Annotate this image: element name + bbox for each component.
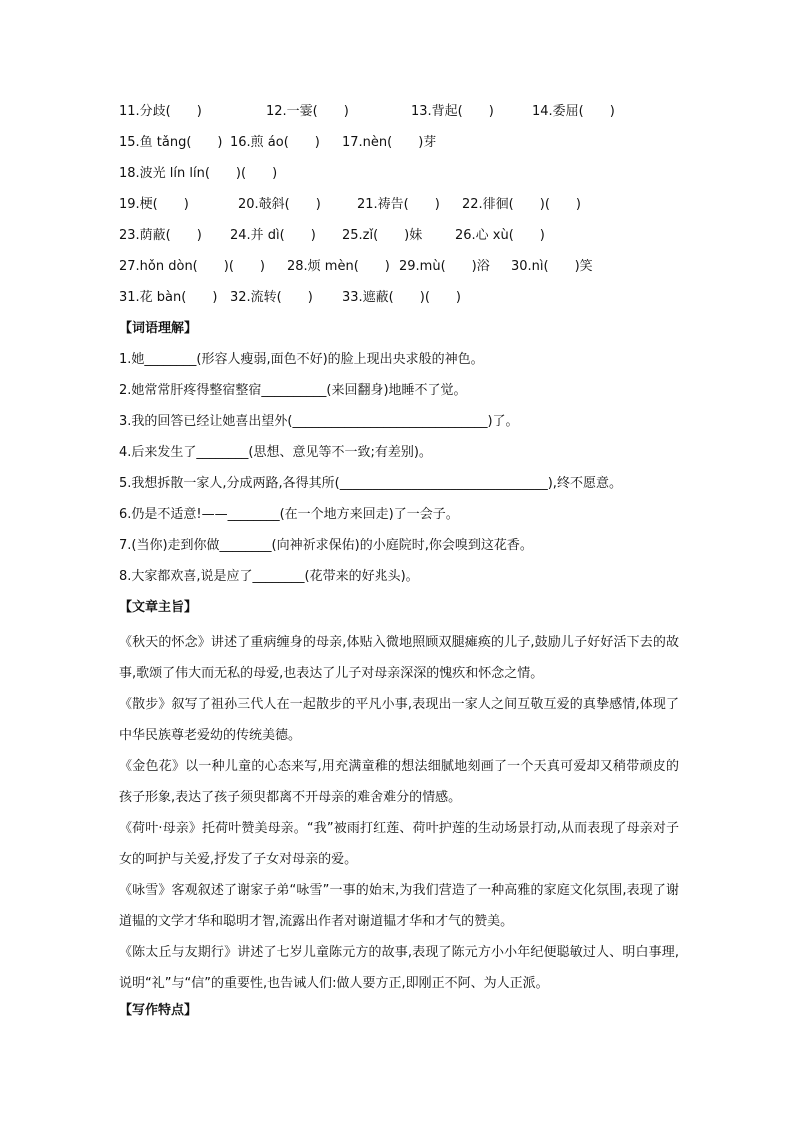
pinyin-item: 19.梗( ) — [119, 197, 189, 212]
pinyin-item: 25.zǐ( )妹 — [342, 228, 423, 243]
pinyin-item: 28.烦 mèn( ) — [287, 259, 390, 274]
pinyin-item: 14.委屈( ) — [532, 104, 615, 119]
theme-section — [119, 627, 679, 999]
pinyin-row — [119, 224, 679, 255]
pinyin-item: 20.攲斜( ) — [238, 197, 321, 212]
pinyin-item: 27.hǒn dòn( )( ) — [119, 259, 265, 274]
pinyin-row — [119, 131, 679, 162]
pinyin-item: 22.徘徊( )( ) — [462, 197, 581, 212]
vocab-item: 8.大家都欢喜,说是应了________(花带来的好兆头)。 — [119, 569, 419, 584]
vocab-item: 1.她________(形容人瘦弱,面色不好)的脸上现出央求般的神色。 — [119, 352, 484, 367]
pinyin-item: 29.mù( )浴 — [399, 259, 490, 274]
pinyin-item: 12.一霎( ) — [266, 104, 349, 119]
vocab-item: 7.(当你)走到你做________(向神祈求保佑)的小庭院时,你会嗅到这花香。 — [119, 538, 533, 553]
pinyin-item: 18.波光 lín lín( )( ) — [119, 166, 278, 181]
vocab-item: 2.她常常肝疼得整宿整宿__________(来回翻身)地睡不了觉。 — [119, 383, 467, 398]
writing-heading: 【写作特点】 — [119, 1003, 198, 1018]
pinyin-row — [119, 193, 679, 224]
pinyin-row — [119, 286, 679, 317]
pinyin-exercise — [119, 100, 679, 317]
worksheet-page — [119, 100, 679, 1030]
pinyin-item: 30.nì( )笑 — [511, 259, 593, 274]
pinyin-item: 17.nèn( )芽 — [342, 135, 437, 150]
theme-heading: 【文章主旨】 — [119, 600, 198, 615]
pinyin-row — [119, 100, 679, 131]
pinyin-row — [119, 162, 679, 193]
theme-paragraph: 《咏雪》客观叙述了谢家子弟“咏雪”一事的始末,为我们营造了一种高雅的家庭文化氛围,表现了谢道韫的文学才华和聪明才智,流露出作者对谢道韫才华和才气的赞美。 — [119, 883, 679, 929]
pinyin-item: 31.花 bàn( ) — [119, 290, 218, 305]
theme-paragraph: 《金色花》以一种儿童的心态来写,用充满童稚的想法细腻地刻画了一个天真可爱却又稍带顽皮的孩子形象,表达了孩子须臾都离不开母亲的难舍难分的情感。 — [119, 759, 679, 805]
pinyin-item: 16.煎 áo( ) — [230, 135, 320, 150]
theme-paragraph: 《散步》叙写了祖孙三代人在一起散步的平凡小事,表现出一家人之间互敬互爱的真挚感情,体现了中华民族尊老爱幼的传统美德。 — [119, 697, 679, 743]
pinyin-item: 15.鱼 tǎng( ) — [119, 135, 223, 150]
pinyin-item: 23.荫蔽( ) — [119, 228, 202, 243]
vocab-list — [119, 348, 679, 596]
pinyin-item: 26.心 xù( ) — [455, 228, 545, 243]
pinyin-row — [119, 255, 679, 286]
pinyin-item: 24.并 dì( ) — [230, 228, 316, 243]
pinyin-item: 13.背起( ) — [411, 104, 494, 119]
vocab-item: 4.后来发生了________(思想、意见等不一致;有差别)。 — [119, 445, 432, 460]
theme-paragraph: 《陈太丘与友期行》讲述了七岁儿童陈元方的故事,表现了陈元方小小年纪便聪敏过人、明白事理,说明“礼”与“信”的重要性,也告诫人们:做人要方正,即刚正不阿、为人正派。 — [119, 945, 679, 991]
pinyin-item: 21.祷告( ) — [357, 197, 440, 212]
pinyin-item: 11.分歧( ) — [119, 104, 202, 119]
theme-paragraph: 《荷叶·母亲》托荷叶赞美母亲。“我”被雨打红莲、荷叶护莲的生动场景打动,从而表现了母亲对子女的呵护与关爱,抒发了子女对母亲的爱。 — [119, 821, 679, 867]
vocab-item: 3.我的回答已经让她喜出望外(______________________________)了。 — [119, 414, 519, 429]
pinyin-item: 33.遮蔽( )( ) — [342, 290, 461, 305]
vocab-item: 5.我想拆散一家人,分成两路,各得其所(________________________________),终不愿意。 — [119, 476, 622, 491]
vocab-item: 6.仍是不适意!——________(在一个地方来回走)了一会子。 — [119, 507, 459, 522]
vocab-heading: 【词语理解】 — [119, 321, 198, 336]
pinyin-item: 32.流转( ) — [230, 290, 313, 305]
theme-paragraph: 《秋天的怀念》讲述了重病缠身的母亲,体贴入微地照顾双腿瘫痪的儿子,鼓励儿子好好活下去的故事,歌颂了伟大而无私的母爱,也表达了儿子对母亲深深的愧疚和怀念之情。 — [119, 635, 679, 681]
